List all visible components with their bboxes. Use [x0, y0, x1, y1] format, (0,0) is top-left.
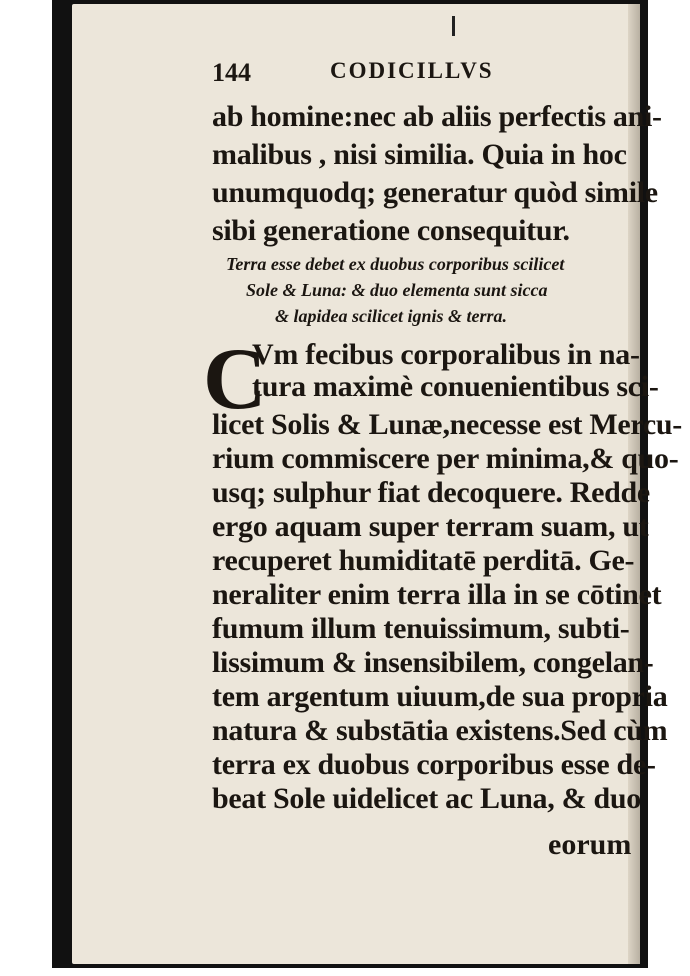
- drop-cap: C: [203, 331, 267, 428]
- body-line: rium commiscere per minima,& quo-: [212, 442, 679, 475]
- summary-line: & lapidea scilicet ignis & terra.: [275, 306, 507, 326]
- body-line: terra ex duobus corporibus esse de-: [212, 748, 656, 781]
- summary-line: Terra esse debet ex duobus corporibus scilicet: [226, 254, 565, 274]
- page-header: [212, 58, 622, 92]
- opening-line: sibi generatione consequitur.: [212, 214, 570, 247]
- body-line: lissimum & insensibilem, congelan-: [212, 646, 654, 679]
- body-line: usq; sulphur fiat decoquere. Redde: [212, 476, 650, 509]
- body-line: tem argentum uiuum,de sua propria: [212, 680, 668, 713]
- body-line: Vm fecibus corporalibus in na-: [252, 338, 640, 371]
- ink-mark: [452, 16, 455, 36]
- opening-line: ab homine:nec ab aliis perfectis ani-: [212, 100, 662, 133]
- body-line: recuperet humiditatē perditā. Ge-: [212, 544, 635, 577]
- body-line: tura maximè conuenientibus sci-: [252, 370, 659, 403]
- page-number: 144: [212, 58, 251, 87]
- running-head: CODICILLVS: [330, 58, 494, 83]
- summary-line: Sole & Luna: & duo elementa sunt sicca: [246, 280, 548, 300]
- body-line: beat Sole uidelicet ac Luna, & duo: [212, 782, 641, 815]
- opening-line: malibus , nisi similia. Quia in hoc: [212, 138, 627, 171]
- body-line: neraliter enim terra illa in se cōtinet: [212, 578, 662, 611]
- body-line: natura & substātia existens.Sed cùm: [212, 714, 668, 747]
- body-line: ergo aquam super terram suam, ut: [212, 510, 649, 543]
- catchword: eorum: [548, 828, 632, 861]
- opening-line: unumquodq; generatur quòd simile: [212, 176, 658, 209]
- body-line: fumum illum tenuissimum, subti-: [212, 612, 630, 645]
- body-line: licet Solis & Lunæ,necesse est Mercu-: [212, 408, 682, 441]
